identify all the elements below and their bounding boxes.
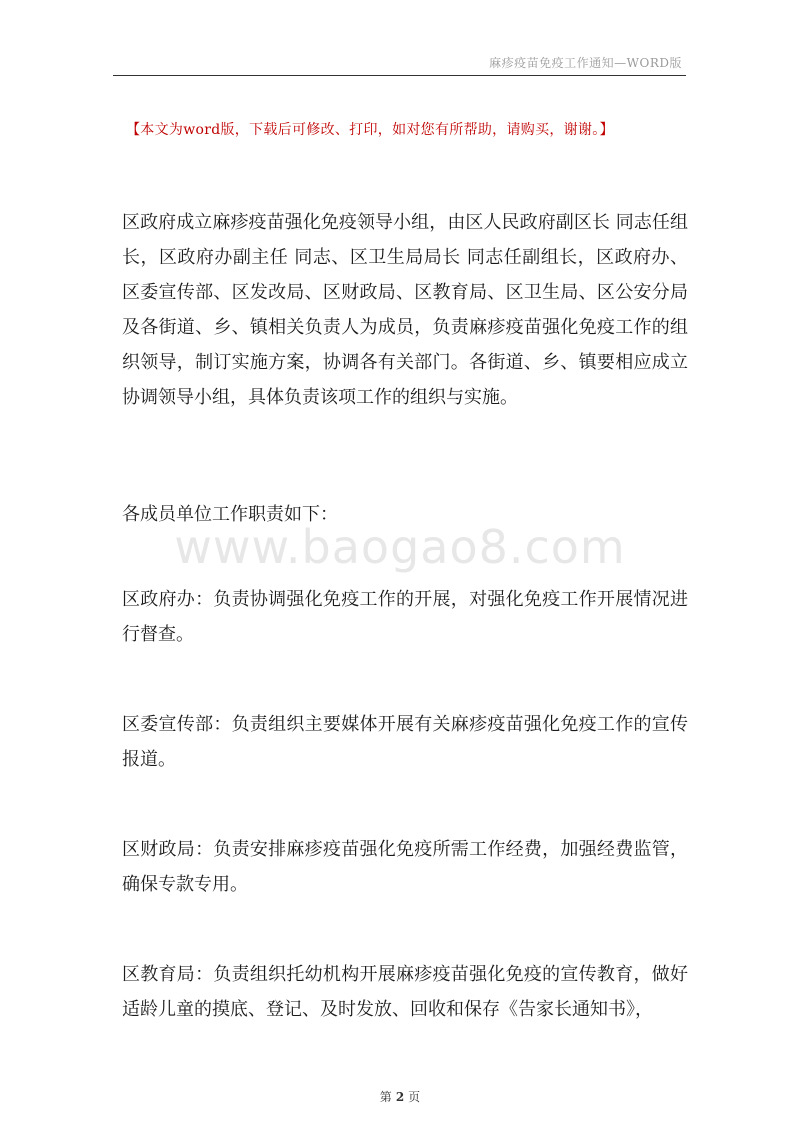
watermark-text: www.baogao8.com (174, 520, 626, 574)
paragraph-finance-bureau: 区财政局：负责安排麻疹疫苗强化免疫所需工作经费，加强经费监管，确保专款专用。 (122, 839, 688, 895)
page-number: 2 (395, 1090, 405, 1104)
footer-prefix: 第 (379, 1090, 392, 1104)
paragraph-propaganda-dept: 区委宣传部：负责组织主要媒体开展有关麻疹疫苗强化免疫工作的宣传报道。 (122, 714, 688, 770)
paragraph-leadership-group: 区政府成立麻疹疫苗强化免疫领导小组，由区人民政府副区长 同志任组长，区政府办副主任 同志、区卫生局局长 同志任副组长，区政府办、区委宣传部、区发改局、区财政局、区教育局、区卫生局、区公安分局及各街道、乡、镇相关负责人为成员，负责麻疹疫苗强化免疫工作的组织领导，制订实施方案，协调各有关部门。各街道、乡、镇要相应成立协调领导小组，具体负责该项工作的组织与实施。 (122, 212, 688, 408)
page-footer (0, 1088, 800, 1105)
paragraph-duties-intro: 各成员单位工作职责如下： (122, 504, 338, 525)
paragraph-education-bureau: 区教育局：负责组织托幼机构开展麻疹疫苗强化免疫的宣传教育，做好适龄儿童的摸底、登记、及时发放、回收和保存《告家长通知书》， (122, 964, 688, 1020)
page-header-title: 麻疹疫苗免疫工作通知—WORD版 (489, 56, 682, 70)
notice-banner: 【本文为word版，下载后可修改、打印，如对您有所帮助，请购买，谢谢。】 (126, 122, 614, 138)
footer-suffix: 页 (408, 1090, 421, 1104)
header-rule (113, 75, 686, 76)
paragraph-gov-office: 区政府办：负责协调强化免疫工作的开展，对强化免疫工作开展情况进行督查。 (122, 589, 688, 645)
